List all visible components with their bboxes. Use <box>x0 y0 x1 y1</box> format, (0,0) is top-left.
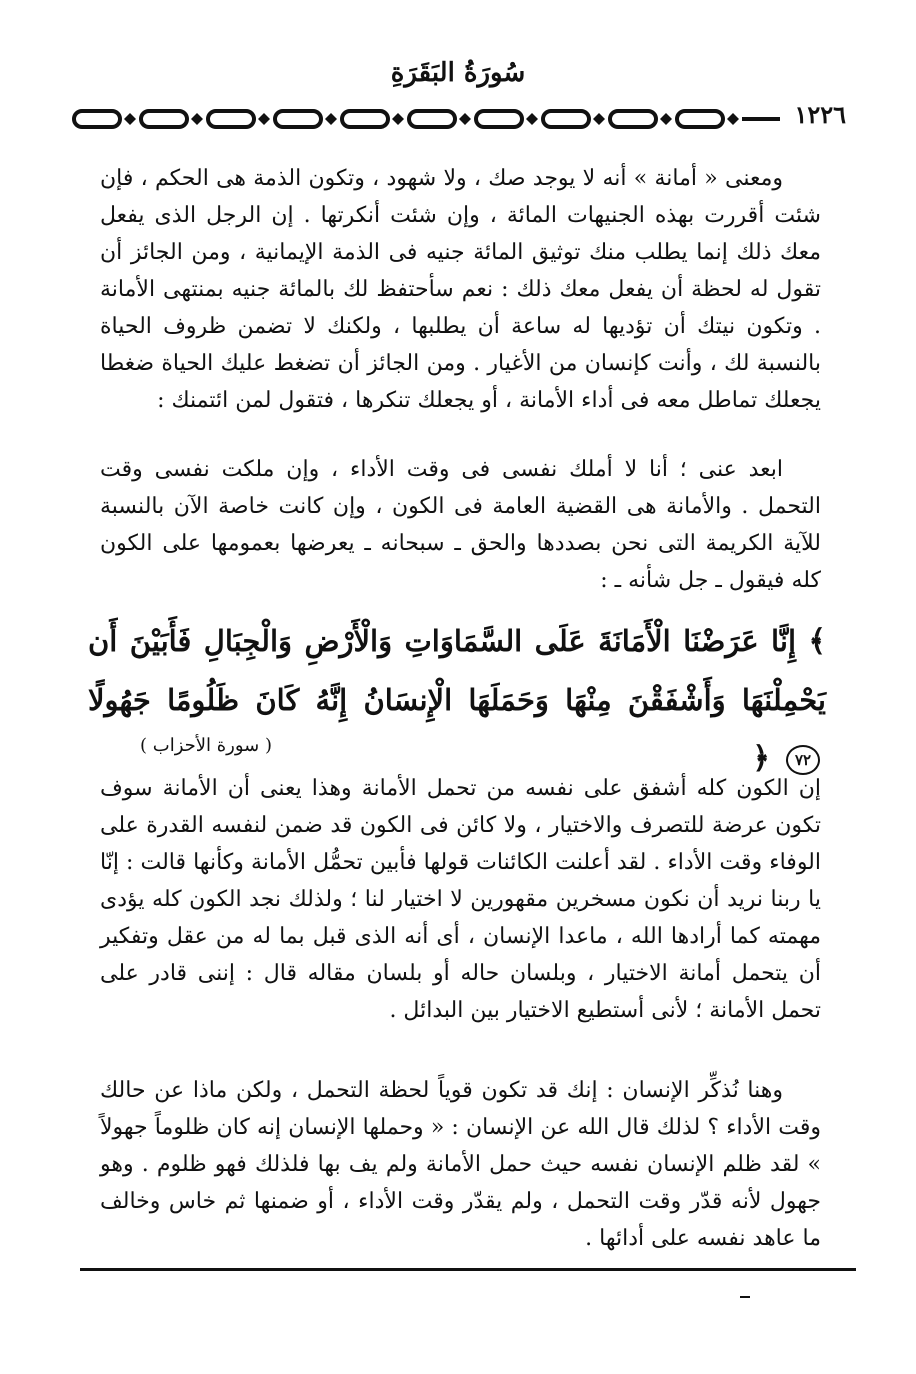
paragraph-universe-offer: ابعد عنى ؛ أنا لا أملك نفسى فى وقت الأداء ، وإن ملكت نفسى وقت التحمل . والأمانة هى القضية العامة فى الكون ، وإن كانت خاصة الآن بالنسبة للآية الكريمة التى نحن بصددها والحق ـ سبحانه ـ يعرضها بعمومها على الكون كله فيقول ـ جل شأنه ـ : <box>100 457 821 593</box>
surah-title: سُورَةُ البَقَرَةِ <box>390 58 526 88</box>
verse-text: إِنَّا عَرَضْنَا الْأَمَانَةَ عَلَى السَّمَاوَاتِ وَالْأَرْضِ وَالْجِبَالِ فَأَبَيْنَ أَن يَحْمِلْنَهَا وَأَشْفَقْنَ مِنْهَا وَحَمَلَهَا الْإِنسَانُ إِنَّهُ كَانَ ظَلُومًا جَهُولًا <box>88 624 826 717</box>
footer-dash <box>740 1296 750 1298</box>
bottom-divider <box>80 1268 856 1271</box>
paragraph-human-reminder: وهنا نُذكِّر الإنسان : إنك قد تكون قوياً لحظة التحمل ، ولكن ماذا عن حالك وقت الأداء ؟ لذلك قال الله عن الإنسان : « وحملها الإنسان إنه كان ظلوماً جهولاً » لقد ظلم الإنسان نفسه حيث حمل الأمانة ولم يف بها فلذلك فهو ظلوم . وهو جهول لأنه قدّر وقت التحمل ، ولم يقدّر وقت الأداء ، أو ضمنها ثم خاس وخالف ما عاهد نفسه على أدائها . <box>100 1078 821 1251</box>
surah-reference: ( سورة الأحزاب ) <box>140 735 272 756</box>
verse-close-ornament: ﴿ <box>752 741 770 776</box>
paragraph-amana-meaning: ومعنى « أمانة » أنه لا يوجد صك ، ولا شهود ، وتكون الذمة هى الحكم ، فإن شئت أقررت بهذه الجنيهات المائة ، وإن شئت أنكرتها . إن الرجل الذى يفعل معك ذلك إنما يطلب منك توثيق المائة جنيه فى الذمة الإيمانية ، ومن الجائز أن تقول له لحظة أن يفعل معك ذلك : نعم سأحتفظ لك بالمائة جنيه بمنتهى الأمانة . وتكون نيتك أن تؤديها له ساعة أن يطلبها ، ولكنك لا تضمن ظروف الحياة بالنسبة لك ، وأنت كإنسان من الأغيار . ومن الجائز أن تضغط عليك الحياة ضغطا يجعلك تماطل معه فى أداء الأمانة ، أو يجعلك تنكرها ، فتقول لمن ائتمنك : <box>100 166 821 413</box>
quran-verse-block <box>88 612 826 788</box>
main-text-middle <box>100 770 821 1029</box>
paragraph-universe-feared: إن الكون كله أشفق على نفسه من تحمل الأمانة وهذا يعنى أن الأمانة سوف تكون عرضة للتصرف والاختيار ، ولا كائن فى الكون قد ضمن لنفسه القدرة على الوفاء وقت الأداء . لقد أعلنت الكائنات قولها فأبين تحمُّل الأمانة وكأنها قالت : إنّا يا ربنا نريد أن نكون مسخرين مقهورين لا اختيار لنا ؛ ولذلك نجد الكون كله يؤدى مهمته كما أرادها الله ، ماعدا الإنسان ، أى أنه الذى قبل بما له من عقل وتفكير أن يتحمل أمانة الاختيار ، وبلسان حاله أو بلسان مقاله قال : إننى قادر على تحمل الأمانة ؛ لأنى أستطيع الاختيار بين البدائل . <box>100 776 821 1023</box>
chain-border-ornament <box>70 104 780 134</box>
ayah-number-badge: ٧٢ <box>786 745 820 775</box>
main-text-bottom <box>100 1072 821 1257</box>
main-text-top <box>100 160 821 599</box>
verse-open-ornament: ﴾ <box>808 624 826 659</box>
page-number: ١٢٢٦ <box>788 100 852 129</box>
